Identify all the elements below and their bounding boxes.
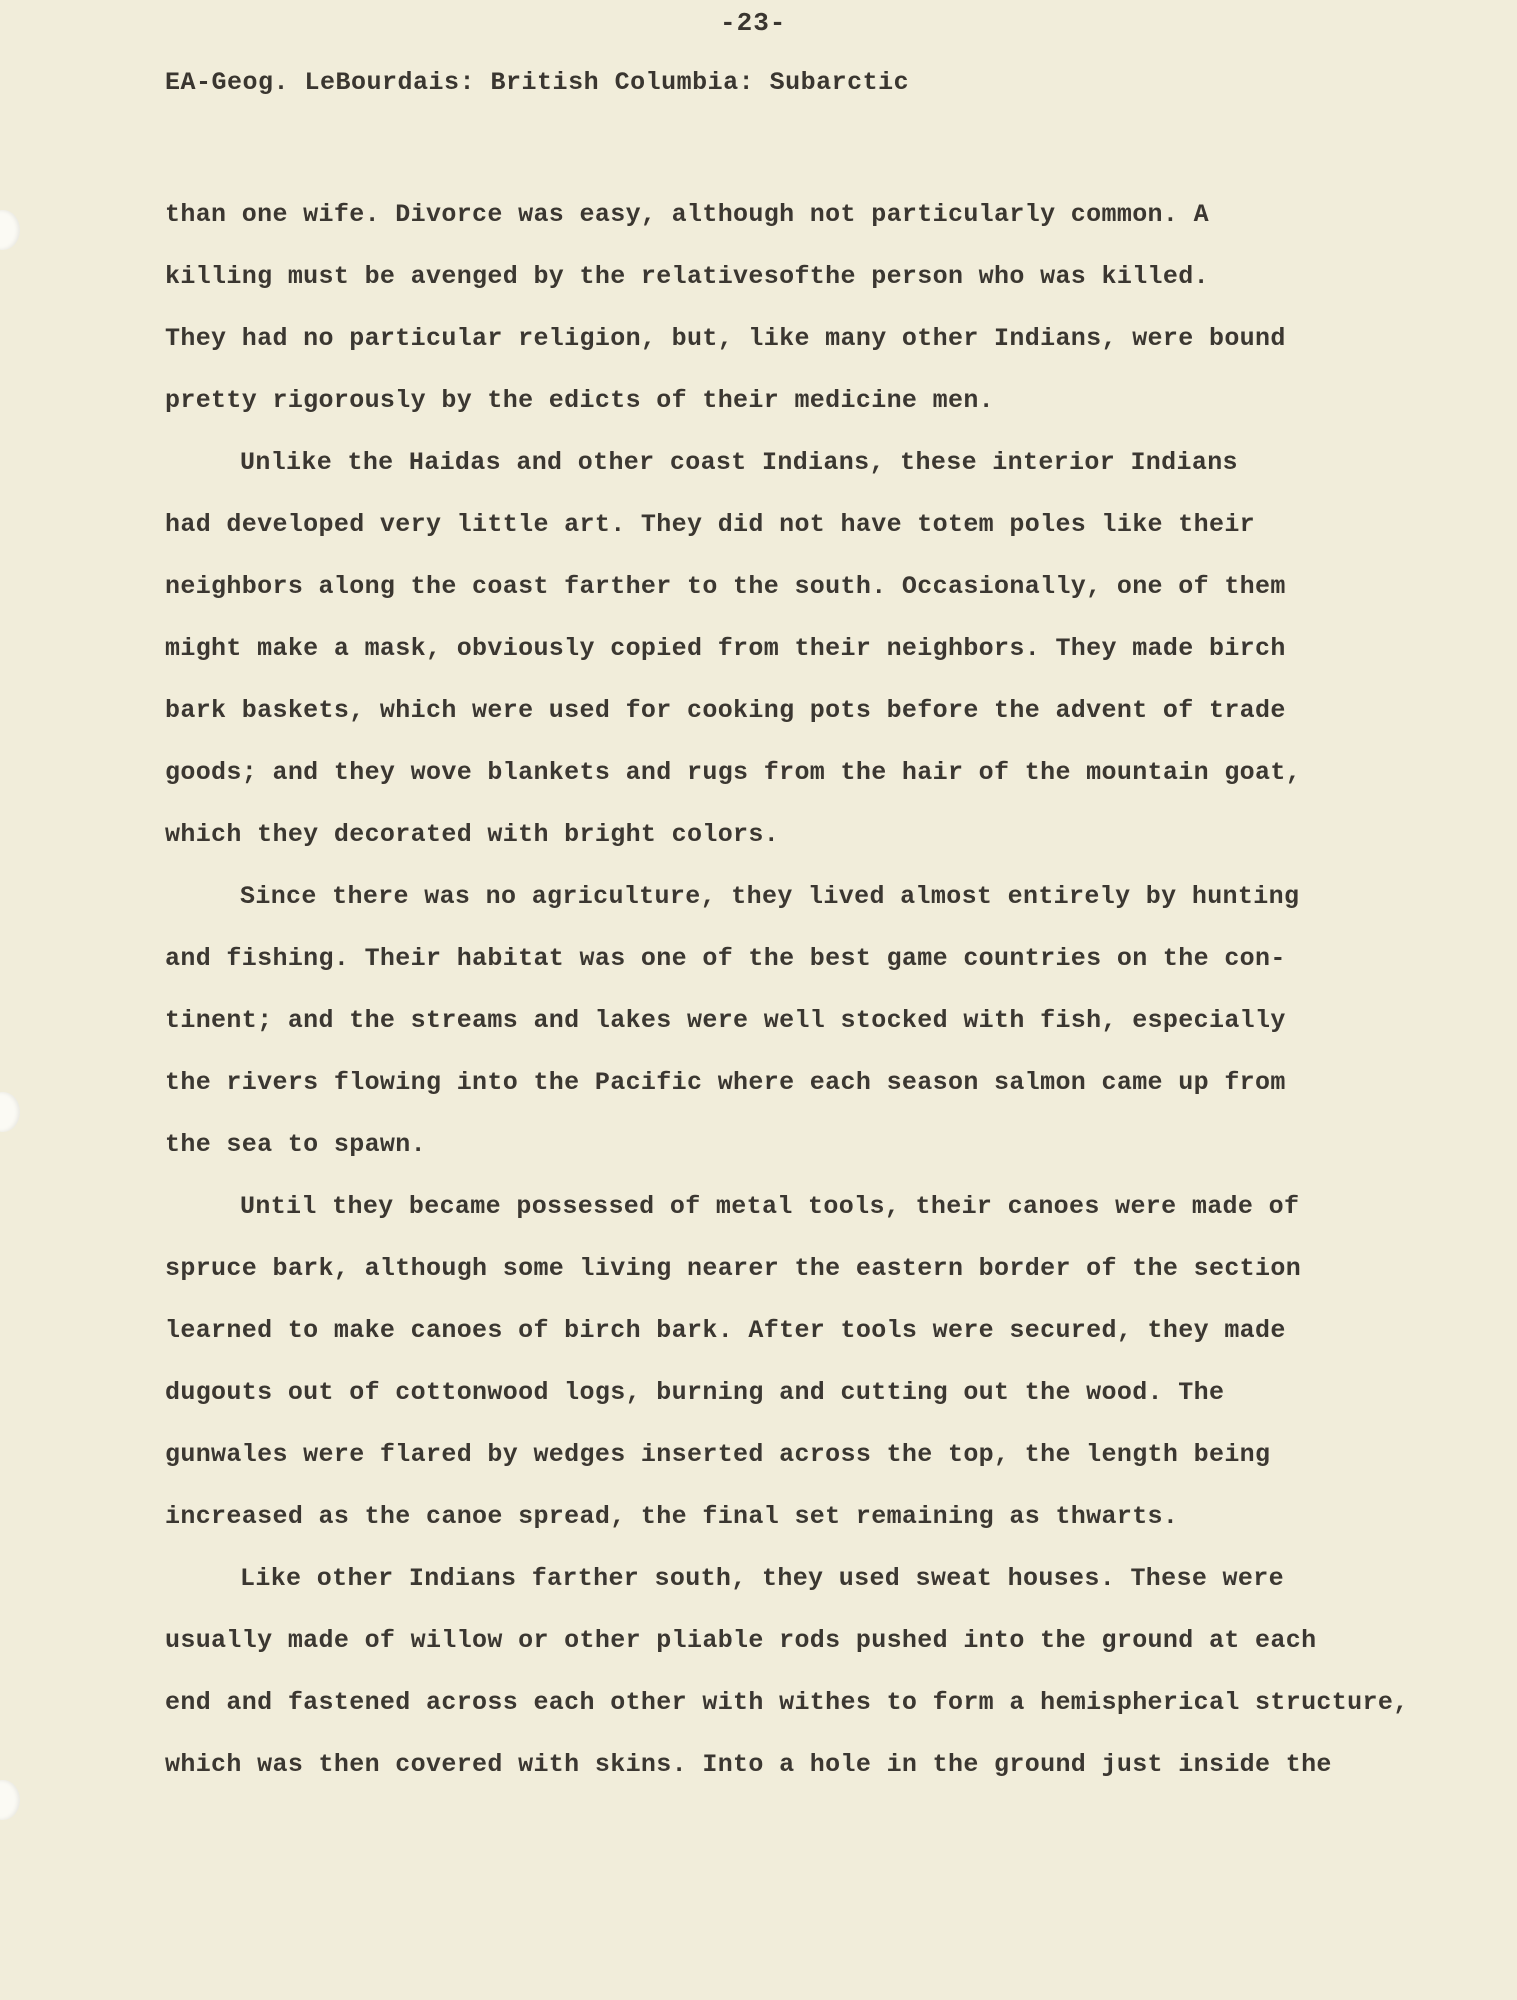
text-line: neighbors along the coast farther to the south. Occasionally, one of them: [165, 572, 1286, 601]
text-line: might make a mask, obviously copied from their neighbors. They made birch: [165, 634, 1286, 663]
text-line: pretty rigorously by the edicts of their medicine men.: [165, 386, 995, 415]
text-line: which was then covered with skins. Into a hole in the ground just inside the: [165, 1750, 1332, 1779]
paragraph-start-line: Unlike the Haidas and other coast Indians, these interior Indians: [240, 448, 1238, 477]
text-line: had developed very little art. They did not have totem poles like their: [165, 510, 1256, 539]
text-line: than one wife. Divorce was easy, although not particularly common. A: [165, 200, 1209, 229]
text-line: the rivers flowing into the Pacific where each season salmon came up from: [165, 1068, 1286, 1097]
text-line: learned to make canoes of birch bark. After tools were secured, they made: [165, 1316, 1286, 1345]
paragraph-start-line: Like other Indians farther south, they used sweat houses. These were: [240, 1564, 1284, 1593]
punch-hole: [0, 1092, 20, 1132]
body-text: [165, 184, 1409, 1796]
text-line: spruce bark, although some living nearer the eastern border of the section: [165, 1254, 1302, 1283]
paragraph-start-line: Until they became possessed of metal tools, their canoes were made of: [240, 1192, 1300, 1221]
page-number: -23-: [720, 8, 787, 38]
text-line: bark baskets, which were used for cooking pots before the advent of trade: [165, 696, 1286, 725]
punch-hole: [0, 210, 20, 250]
text-line: goods; and they wove blankets and rugs from the hair of the mountain goat,: [165, 758, 1302, 787]
punch-hole: [0, 1780, 20, 1820]
text-line: dugouts out of cottonwood logs, burning and cutting out the wood. The: [165, 1378, 1225, 1407]
running-header: EA-Geog. LeBourdais: British Columbia: Subarctic: [165, 68, 910, 97]
text-line: usually made of willow or other pliable rods pushed into the ground at each: [165, 1626, 1317, 1655]
text-line: killing must be avenged by the relativesofthe person who was killed.: [165, 262, 1209, 291]
text-line: which they decorated with bright colors.: [165, 820, 780, 849]
text-line: end and fastened across each other with withes to form a hemispherical structure,: [165, 1688, 1409, 1717]
text-line: and fishing. Their habitat was one of the best game countries on the con-: [165, 944, 1286, 973]
text-line: gunwales were flared by wedges inserted across the top, the length being: [165, 1440, 1271, 1469]
text-line: They had no particular religion, but, like many other Indians, were bound: [165, 324, 1286, 353]
text-line: the sea to spawn.: [165, 1130, 426, 1159]
text-line: increased as the canoe spread, the final set remaining as thwarts.: [165, 1502, 1179, 1531]
paragraph-start-line: Since there was no agriculture, they lived almost entirely by hunting: [240, 882, 1300, 911]
text-line: tinent; and the streams and lakes were well stocked with fish, especially: [165, 1006, 1286, 1035]
